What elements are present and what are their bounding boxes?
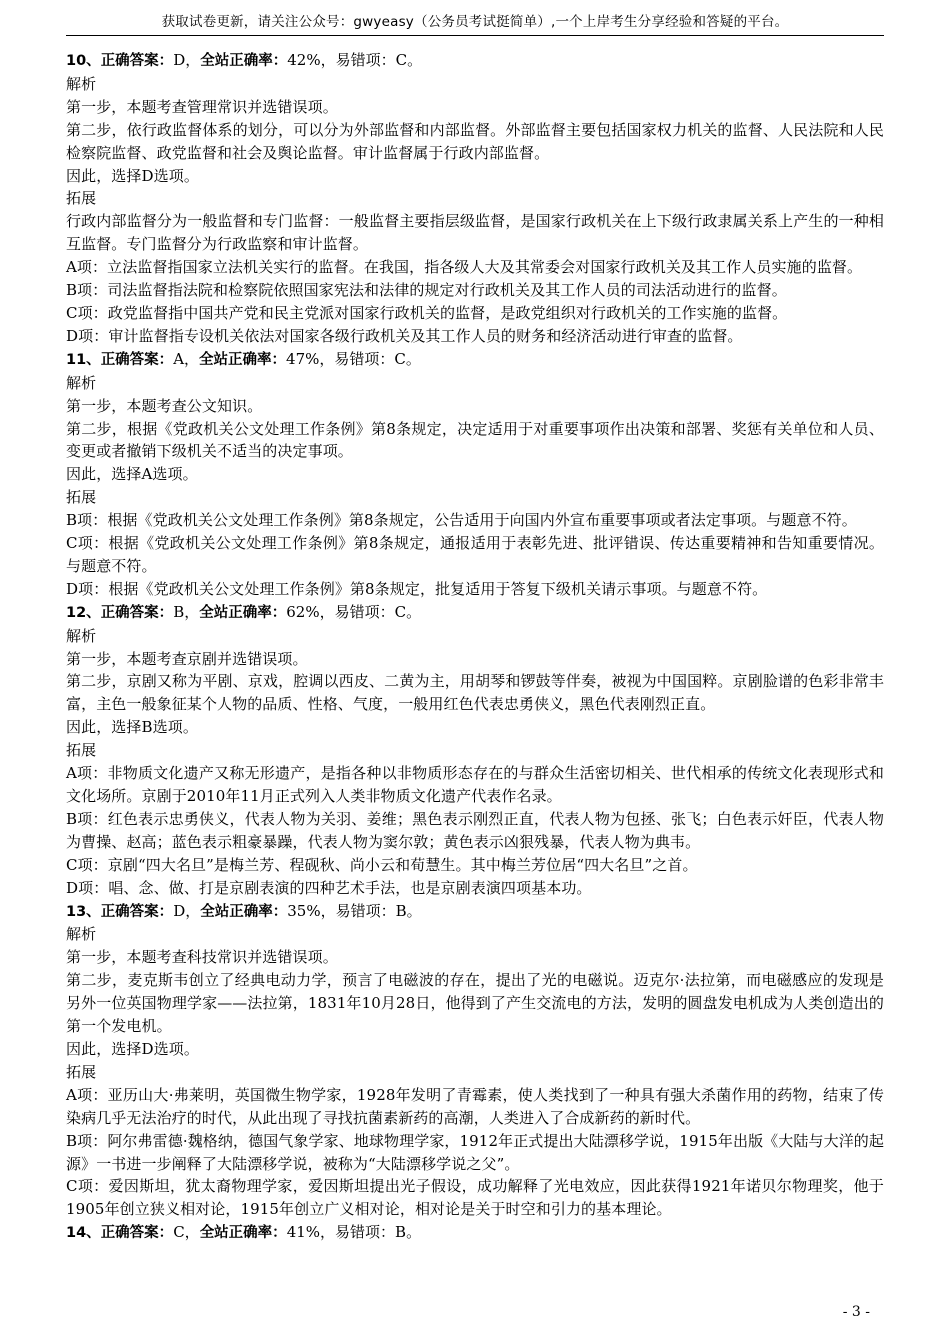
- extension-paragraph: C项：爱因斯坦，犹太裔物理学家，爱因斯坦提出光子假设，成功解释了光电效应，因此获得1921年诺贝尔物理奖，他于1905年创立狭义相对论，1915年创立广义相对论，相对论是关于时空和引力的基本理论。: [66, 1177, 884, 1219]
- analysis-paragraph: 因此，选择A选项。: [66, 465, 198, 484]
- question-block: [66, 49, 884, 348]
- question-block: [66, 900, 884, 1222]
- answer-line: 11、正确答案：A，全站正确率：47%，易错项：C。: [66, 349, 421, 368]
- analysis-paragraph: 第一步，本题考查科技常识并选错误项。: [66, 948, 338, 967]
- answer-line: 13、正确答案：D，全站正确率：35%，易错项：B。: [66, 901, 422, 920]
- extension-label: 拓展: [66, 189, 97, 208]
- answer-line: 10、正确答案：D，全站正确率：42%，易错项：C。: [66, 51, 423, 69]
- answer-line: 12、正确答案：B，全站正确率：62%，易错项：C。: [66, 602, 422, 621]
- analysis-paragraph: 第二步，根据《党政机关公文处理工作条例》第8条规定，决定适用于对重要事项作出决策和部署、奖惩有关单位和人员、变更或者撤销下级机关不适当的决定事项。: [66, 419, 884, 461]
- page-number: - 3 -: [842, 1304, 870, 1320]
- analysis-paragraph: 因此，选择D选项。: [66, 166, 199, 185]
- question-block: [66, 601, 884, 900]
- extension-paragraph: B项：根据《党政机关公文处理工作条例》第8条规定，公告适用于向国内外宣布重要事项或者法定事项。与题意不符。: [66, 511, 857, 530]
- extension-paragraph: D项：根据《党政机关公文处理工作条例》第8条规定，批复适用于答复下级机关请示事项。与题意不符。: [66, 579, 768, 598]
- extension-paragraph: B项：红色表示忠勇侠义，代表人物为关羽、姜维；黑色表示刚烈正直，代表人物为包拯、张飞；白色表示奸臣，代表人物为曹操、赵高；蓝色表示粗豪暴躁，代表人物为窦尔敦；黄色表示凶狠残暴，代表人物为典韦。: [66, 809, 884, 851]
- analysis-paragraph: 第一步，本题考查管理常识并选错误项。: [66, 97, 338, 116]
- analysis-paragraph: 第二步，麦克斯韦创立了经典电动力学，预言了电磁波的存在，提出了光的电磁说。迈克尔·法拉第，而电磁感应的发现是另外一位英国物理学家——法拉第，1831年10月28日，他得到了产生交流电的方法，发明的圆盘发电机成为人类创造出的第一个发电机。: [66, 971, 884, 1036]
- analysis-paragraph: 因此，选择B选项。: [66, 718, 198, 737]
- extension-paragraph: A项：非物质文化遗产又称无形遗产，是指各种以非物质形态存在的与群众生活密切相关、世代相承的传统文化表现形式和文化场所。京剧于2010年11月正式列入人类非物质文化遗产代表作名录。: [66, 764, 884, 805]
- analysis-label: 解析: [66, 74, 97, 93]
- analysis-paragraph: 第一步，本题考查公文知识。: [66, 396, 263, 415]
- extension-paragraph: D项：审计监督指专设机关依法对国家各级行政机关及其工作人员的财务和经济活动进行审查的监督。: [66, 326, 743, 345]
- page-header: 获取试卷更新，请关注公众号：gwyeasy（公务员考试挺简单）,一个上岸考生分享经验和答疑的平台。: [66, 10, 884, 36]
- extension-label: 拓展: [66, 741, 97, 760]
- extension-label: 拓展: [66, 488, 97, 507]
- question-block: [66, 348, 884, 601]
- analysis-label: 解析: [66, 373, 97, 392]
- extension-paragraph: A项：亚历山大·弗莱明，英国微生物学家，1928年发明了青霉素，使人类找到了一种具有强大杀菌作用的药物，结束了传染病几乎无法治疗的时代，从此出现了寻找抗菌素新药的高潮，人类进入了合成新药的新时代。: [66, 1085, 884, 1127]
- analysis-paragraph: 因此，选择D选项。: [66, 1039, 199, 1058]
- extension-paragraph: B项：阿尔弗雷德·魏格纳，德国气象学家、地球物理学家，1912年正式提出大陆漂移学说，1915年出版《大陆与大洋的起源》一书进一步阐释了大陆漂移学说，被称为“大陆漂移学说之父”。: [66, 1131, 884, 1173]
- analysis-label: 解析: [66, 925, 97, 944]
- extension-paragraph: C项：政党监督指中国共产党和民主党派对国家行政机关的监督，是政党组织对行政机关的工作实施的监督。: [66, 303, 788, 322]
- extension-label: 拓展: [66, 1062, 97, 1081]
- extension-paragraph: A项：立法监督指国家立法机关实行的监督。在我国，指各级人大及其常委会对国家行政机关及其工作人员实施的监督。: [66, 258, 863, 277]
- analysis-label: 解析: [66, 626, 97, 645]
- answer-line: 14、正确答案：C，全站正确率：41%，易错项：B。: [66, 1223, 422, 1242]
- question-block: [66, 1221, 884, 1245]
- extension-paragraph: C项：京剧“四大名旦”是梅兰芳、程砚秋、尚小云和荀慧生。其中梅兰芳位居“四大名旦”之首。: [66, 855, 698, 874]
- extension-paragraph: D项：唱、念、做、打是京剧表演的四种艺术手法，也是京剧表演四项基本功。: [66, 878, 592, 897]
- extension-paragraph: B项：司法监督指法院和检察院依照国家宪法和法律的规定对行政机关及其工作人员的司法活动进行的监督。: [66, 281, 787, 300]
- document-body: [66, 49, 884, 1245]
- analysis-paragraph: 第二步，京剧又称为平剧、京戏，腔调以西皮、二黄为主，用胡琴和锣鼓等伴奏，被视为中国国粹。京剧脸谱的色彩非常丰富，主色一般象征某个人物的品质、性格、气度，一般用红色代表忠勇侠义，黑色代表刚烈正直。: [66, 672, 884, 714]
- extension-paragraph: C项：根据《党政机关公文处理工作条例》第8条规定，通报适用于表彰先进、批评错误、传达重要精神和告知重要情况。与题意不符。: [66, 534, 884, 575]
- extension-paragraph: 行政内部监督分为一般监督和专门监督：一般监督主要指层级监督，是国家行政机关在上下级行政隶属关系上产生的一种相互监督。专门监督分为行政监察和审计监督。: [66, 212, 884, 254]
- analysis-paragraph: 第一步，本题考查京剧并选错误项。: [66, 649, 308, 668]
- analysis-paragraph: 第二步，依行政监督体系的划分，可以分为外部监督和内部监督。外部监督主要包括国家权力机关的监督、人民法院和人民检察院监督、政党监督和社会及舆论监督。审计监督属于行政内部监督。: [66, 120, 884, 162]
